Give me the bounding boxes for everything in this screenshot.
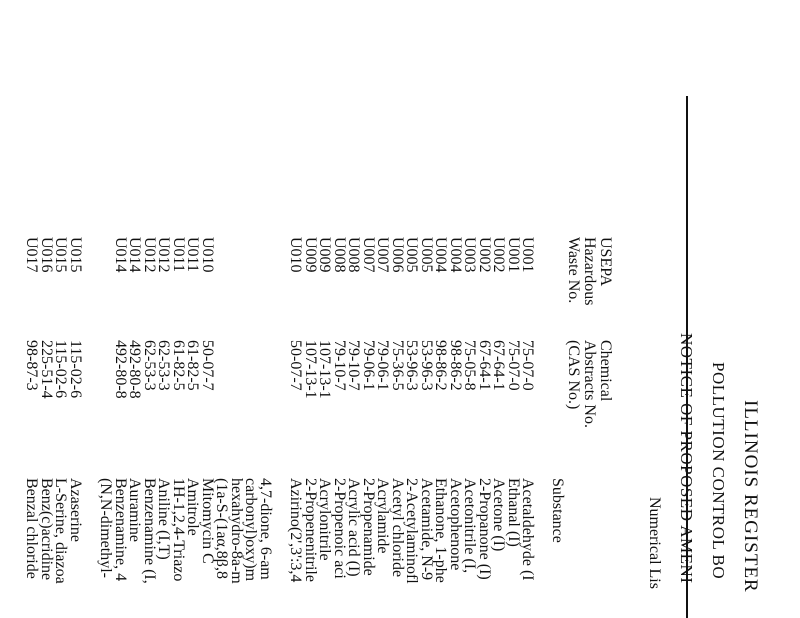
cas-number: 67-64-1 [475, 340, 493, 391]
column-header-substance: Substance [549, 478, 566, 543]
cas-number: 75-36-5 [388, 340, 406, 391]
substance-name: 2-Acetylaminofl [403, 478, 420, 584]
substance-name: (N,N-dimethyl- [97, 478, 114, 578]
waste-number: U015 [52, 237, 69, 273]
board-title: POLLUTION CONTROL BO [709, 362, 728, 580]
waste-number: U007 [359, 237, 377, 273]
substance-name: 1H-1,2,4-Triazo [169, 478, 187, 582]
substance-name: 2-Propenenitrile [301, 478, 319, 582]
substance-name: Azaserine [66, 478, 84, 542]
waste-number: U014 [111, 237, 129, 273]
header-line: (CAS No.) [565, 340, 582, 410]
substance-name: Acrylamide [374, 478, 391, 554]
substance-name: Acetamide, N-9 [417, 478, 435, 581]
cas-number: 98-86-2 [432, 340, 449, 391]
waste-number: U004 [432, 237, 449, 273]
substance-name: Acrylic acid (I) [345, 478, 362, 577]
substance-name: hexahydro-8a-m [227, 478, 245, 584]
cas-number: 50-07-7 [198, 340, 216, 391]
cas-number: 115-02-6 [66, 340, 84, 399]
substance-name: Benzenamine (I, [140, 478, 158, 584]
substance-name: Mitomycin C [198, 478, 216, 564]
header-line: Waste No. [565, 237, 582, 304]
cas-number: 79-06-1 [374, 340, 391, 391]
waste-number: U002 [475, 237, 493, 273]
waste-number: U003 [461, 237, 478, 273]
substance-name: Acrylonitrile [316, 478, 333, 561]
cas-number: 62-53-3 [155, 340, 172, 391]
cas-number: 225-51-4 [37, 340, 55, 399]
waste-number: U005 [403, 237, 420, 273]
substance-name: L-Serine, diazoa [52, 478, 69, 584]
waste-number: U017 [23, 237, 40, 273]
cas-number: 61-82-5 [169, 340, 187, 391]
notice-title: NOTICE OF PROPOSED AMENI [677, 333, 696, 584]
waste-number: U010 [198, 237, 216, 273]
header-line: Chemical [597, 340, 614, 402]
waste-number: U015 [66, 237, 84, 273]
cas-number: 75-07-0 [504, 340, 522, 391]
cas-number: 53-96-3 [403, 340, 420, 391]
substance-name: Azirino(2',3':3,4 [287, 478, 304, 583]
header-line: Abstracts No. [581, 340, 598, 428]
cas-number: 53-96-3 [417, 340, 435, 391]
substance-name: Acetaldehyde (I [519, 478, 536, 581]
substance-name: Acetonitrile (I, [461, 478, 478, 574]
substance-name: Ethanone, 1-phe [432, 478, 449, 583]
substance-name: Auramine [126, 478, 143, 542]
cas-number: 67-64-1 [490, 340, 507, 391]
cas-number: 492-80-8 [126, 340, 143, 399]
waste-number: U014 [126, 237, 143, 273]
cas-number: 79-10-7 [330, 340, 348, 391]
substance-name: Amitrole [184, 478, 201, 536]
substance-name: Acetyl chloride [388, 478, 406, 578]
list-title: Numerical Lis [646, 497, 663, 589]
waste-number: U001 [519, 237, 536, 273]
substance-name: 2-Propenamide [359, 478, 377, 576]
waste-number: U011 [184, 237, 201, 272]
substance-name: Ethanal (I) [504, 478, 522, 547]
header-line: Hazardous [581, 237, 598, 306]
substance-name: Aniline (I,T) [155, 478, 172, 560]
substance-name: Benzenamine, 4 [111, 478, 129, 582]
waste-number: U009 [316, 237, 333, 273]
waste-number: U008 [330, 237, 348, 273]
waste-number: U011 [169, 237, 187, 272]
substance-name: 2-Propenoic aci [330, 478, 348, 579]
waste-number: U008 [345, 237, 362, 273]
substance-name: Acetone (I) [490, 478, 507, 552]
substance-name: (1a-S-(1aα,8β,8 [213, 478, 230, 579]
cas-number: 98-87-3 [23, 340, 40, 391]
substance-name: carbonyl)oxy)m [242, 478, 259, 582]
substance-name: Benzal chloride [23, 478, 40, 579]
waste-number: U016 [37, 237, 55, 273]
header-line: USEPA [597, 237, 614, 287]
substance-name: Acetophenone [446, 478, 464, 571]
cas-number: 115-02-6 [52, 340, 69, 399]
waste-number: U012 [155, 237, 172, 273]
cas-number: 107-13-1 [316, 340, 333, 399]
cas-number: 492-80-8 [111, 340, 129, 399]
substance-name: Benz(c)acridine [37, 478, 55, 581]
waste-number: U007 [374, 237, 391, 273]
cas-number: 50-07-7 [287, 340, 304, 391]
register-title: ILLINOIS REGISTER [740, 400, 761, 593]
cas-number: 62-53-3 [140, 340, 158, 391]
substance-name: 2-Propanone (I) [475, 478, 493, 580]
cas-number: 79-10-7 [345, 340, 362, 391]
waste-number: U009 [301, 237, 319, 273]
waste-number: U012 [140, 237, 158, 273]
waste-number: U002 [490, 237, 507, 273]
cas-number: 79-06-1 [359, 340, 377, 391]
cas-number: 75-07-0 [519, 340, 536, 391]
waste-number: U004 [446, 237, 464, 273]
waste-number: U006 [388, 237, 406, 273]
substance-name: 4,7-dione, 6-am [256, 478, 274, 580]
cas-number: 98-86-2 [446, 340, 464, 391]
waste-number: U005 [417, 237, 435, 273]
cas-number: 75-05-8 [461, 340, 478, 391]
cas-number: 61-82-5 [184, 340, 201, 391]
cas-number: 107-13-1 [301, 340, 319, 399]
waste-number: U010 [287, 237, 304, 273]
waste-number: U001 [504, 237, 522, 273]
